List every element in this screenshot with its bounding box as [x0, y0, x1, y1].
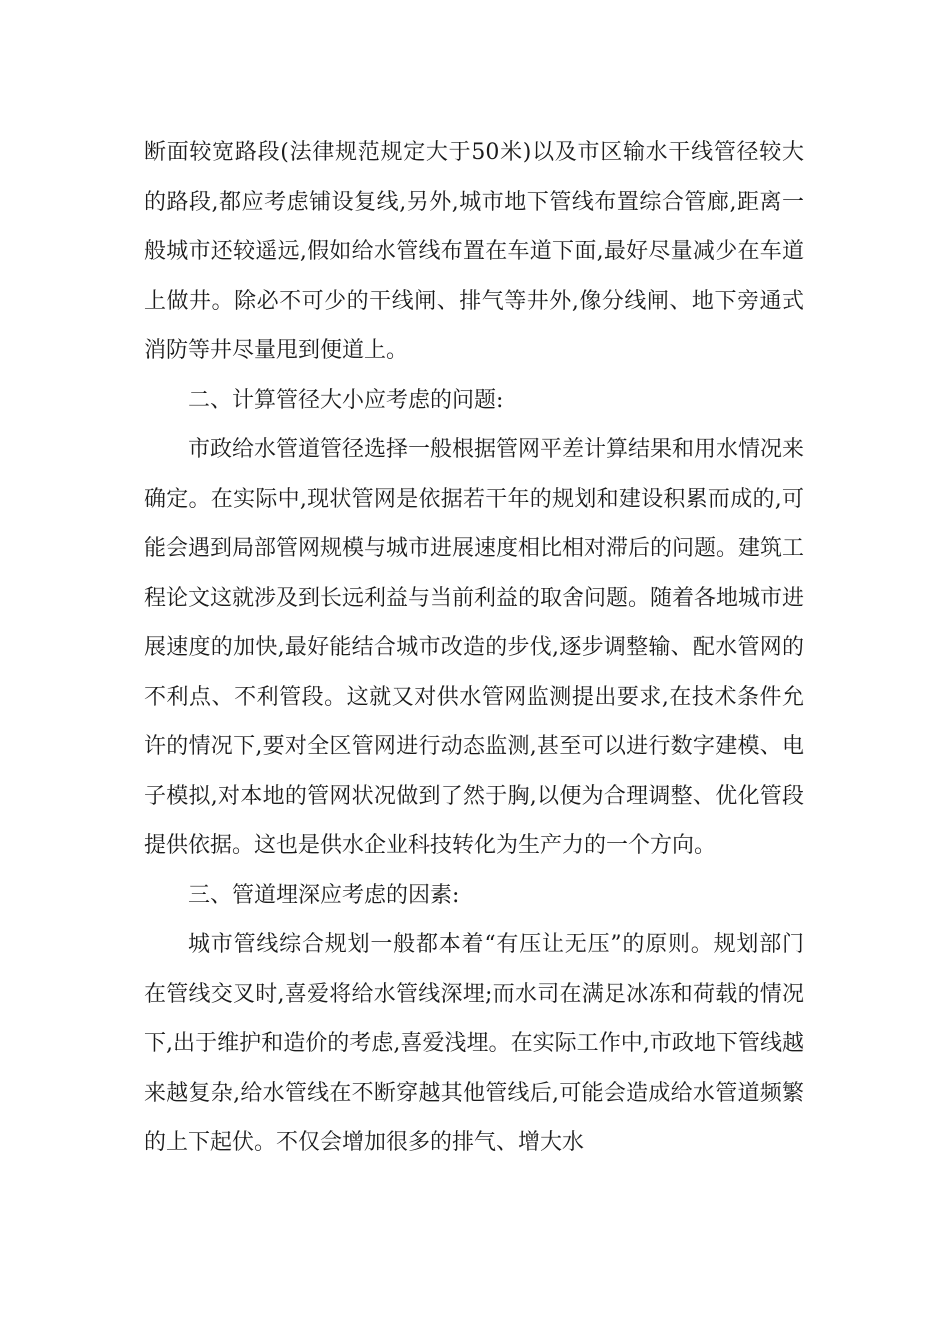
paragraph-burial-depth: 城市管线综合规划一般都本着“有压让无压”的原则。规划部门在管线交叉时,喜爱将给水管线深埋;而水司在满足冰冻和荷载的情况下,出于维护和造价的考虑,喜爱浅埋。在实际工作中,市政地下管线越来越复杂,给水管线在不断穿越其他管线后,可能会造成给水管道频繁的上下起伏。不仅会增加很多的排气、增大水 [144, 932, 804, 1155]
paragraph-pipe-diameter: 市政给水管道管径选择一般根据管网平差计算结果和用水情况来确定。在实际中,现状管网是依据若干年的规划和建设积累而成的,可能会遇到局部管网规模与城市进展速度相比相对滞后的问题。建筑工程论文这就涉及到长远利益与当前利益的取舍问题。随着各地城市进展速度的加快,最好能结合城市改造的步伐,逐步调整输、配水管网的不利点、不利管段。这就又对供水管网监测提出要求,在技术条件允许的情况下,要对全区管网进行动态监测,甚至可以进行数字建模、电子模拟,对本地的管网状况做到了然于胸,以便为合理调整、优化管段提供依据。这也是供水企业科技转化为生产力的一个方向。 [144, 437, 805, 858]
section-heading-pipe-diameter: 二、计算管径大小应考虑的问题: [188, 387, 504, 413]
document-body [144, 128, 804, 1168]
paragraph-continuation: 断面较宽路段(法律规范规定大于50米)以及市区输水干线管径较大的路段,都应考虑铺设复线,另外,城市地下管线布置综合管廊,距离一般城市还较遥远,假如给水管线布置在车道下面,最好尽量减少在车道上做井。除必不可少的干线闸、排气等井外,像分线闸、地下旁通式消防等井尽量甩到便道上。 [144, 140, 804, 363]
section-heading-burial-depth: 三、管道埋深应考虑的因素: [188, 882, 460, 908]
